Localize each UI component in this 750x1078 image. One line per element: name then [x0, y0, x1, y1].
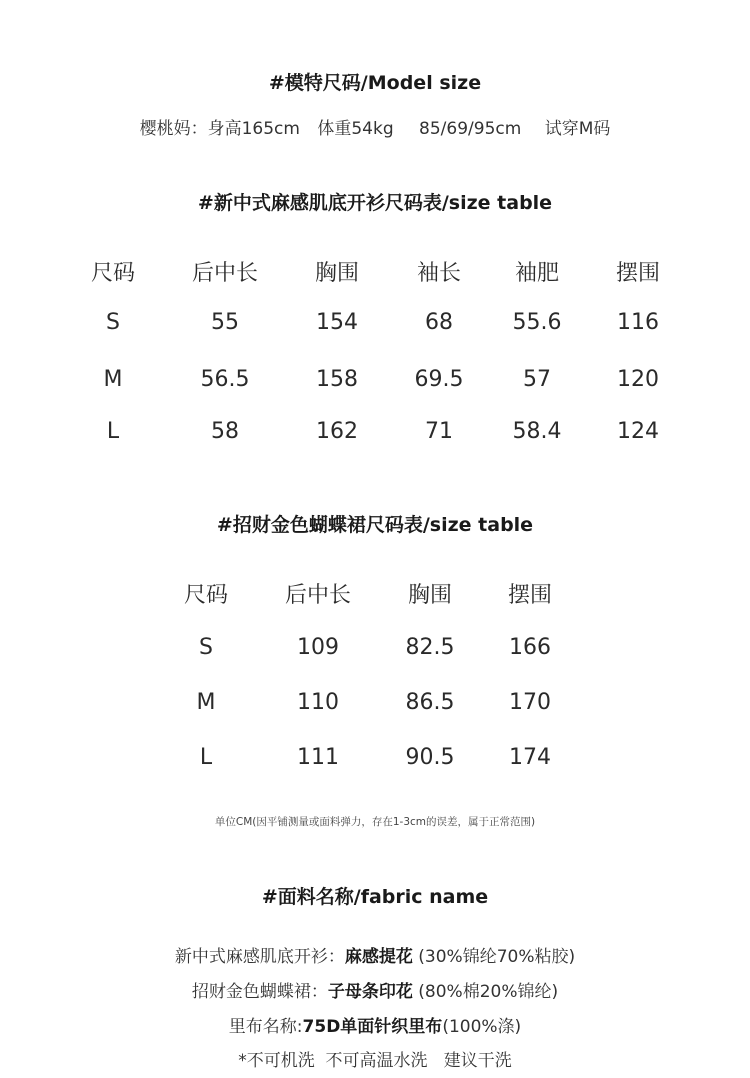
table-cell: 154: [316, 310, 358, 335]
table-cell: M: [103, 367, 123, 392]
shirt-size-table-heading: #新中式麻感肌底开衫尺码表/size table: [197, 192, 553, 214]
model-info: [0, 114, 750, 139]
table-cell: L: [106, 419, 120, 444]
fabric-heading: #面料名称/fabric name: [261, 886, 489, 908]
table-cell: 170: [509, 690, 551, 715]
table-cell: M: [196, 690, 216, 715]
model-weight: 体重54kg: [317, 119, 394, 139]
shirt-col-back-length: 后中长: [191, 261, 259, 286]
fabric-label: 招财金色蝴蝶裙：: [191, 982, 328, 1002]
skirt-col-back-length: 后中长: [284, 583, 352, 608]
fabric-line-shirt: [0, 942, 750, 967]
table-cell: S: [199, 635, 213, 660]
table-cell: L: [199, 745, 213, 770]
table-cell: 166: [509, 635, 551, 660]
shirt-col-size: 尺码: [90, 261, 136, 286]
table-cell: 68: [425, 310, 453, 335]
skirt-col-chest: 胸围: [407, 583, 453, 608]
model-measurements: 85/69/95cm: [419, 119, 522, 139]
skirt-col-hem: 摆围: [507, 583, 553, 608]
fabric-line-skirt: [0, 977, 750, 1002]
table-cell: 69.5: [414, 367, 464, 392]
skirt-size-table-heading: #招财金色蝴蝶裙尺码表/size table: [216, 514, 534, 536]
table-cell: 58: [211, 419, 239, 444]
table-cell: 116: [617, 310, 659, 335]
table-cell: 162: [316, 419, 358, 444]
table-cell: 58.4: [512, 419, 562, 444]
model-size-heading: #模特尺码/Model size: [268, 72, 482, 94]
table-cell: 109: [297, 635, 339, 660]
table-cell: 86.5: [405, 690, 455, 715]
table-cell: S: [106, 310, 120, 335]
table-cell: 55.6: [512, 310, 562, 335]
fabric-label: 里布名称:: [228, 1017, 303, 1037]
table-cell: 71: [425, 419, 453, 444]
fabric-name: 麻感提花: [344, 947, 413, 967]
table-cell: 158: [316, 367, 358, 392]
fabric-name: 75D单面针织里布: [302, 1017, 443, 1037]
table-cell: 90.5: [405, 745, 455, 770]
fabric-name: 子母条印花: [327, 982, 413, 1002]
fabric-composition: (80%棉20%锦纶): [412, 982, 559, 1002]
table-cell: 174: [509, 745, 551, 770]
measurement-note: 单位CM(因平铺测量或面料弹力，存在1-3cm的误差，属于正常范围): [214, 816, 536, 828]
table-cell: 55: [211, 310, 239, 335]
model-height: 樱桃妈：身高165cm: [139, 119, 300, 139]
fabric-composition: (30%锦纶70%粘胶): [412, 947, 576, 967]
shirt-col-chest: 胸围: [314, 261, 360, 286]
table-cell: 111: [297, 745, 339, 770]
fabric-label: 新中式麻感肌底开衫：: [174, 947, 345, 967]
skirt-col-size: 尺码: [183, 583, 229, 608]
fabric-composition: (100%涤): [442, 1017, 522, 1037]
table-cell: 56.5: [200, 367, 250, 392]
table-cell: 57: [523, 367, 551, 392]
shirt-col-hem: 摆围: [615, 261, 661, 286]
table-cell: 124: [617, 419, 659, 444]
model-fit-size: 试穿M码: [544, 119, 611, 139]
fabric-line-lining: [0, 1012, 750, 1037]
table-cell: 120: [617, 367, 659, 392]
table-cell: 82.5: [405, 635, 455, 660]
table-cell: 110: [297, 690, 339, 715]
shirt-col-sleeve-length: 袖长: [416, 261, 462, 286]
shirt-col-sleeve-width: 袖肥: [514, 261, 560, 286]
care-instructions: *不可机洗 不可高温水洗 建议干洗: [238, 1051, 512, 1071]
